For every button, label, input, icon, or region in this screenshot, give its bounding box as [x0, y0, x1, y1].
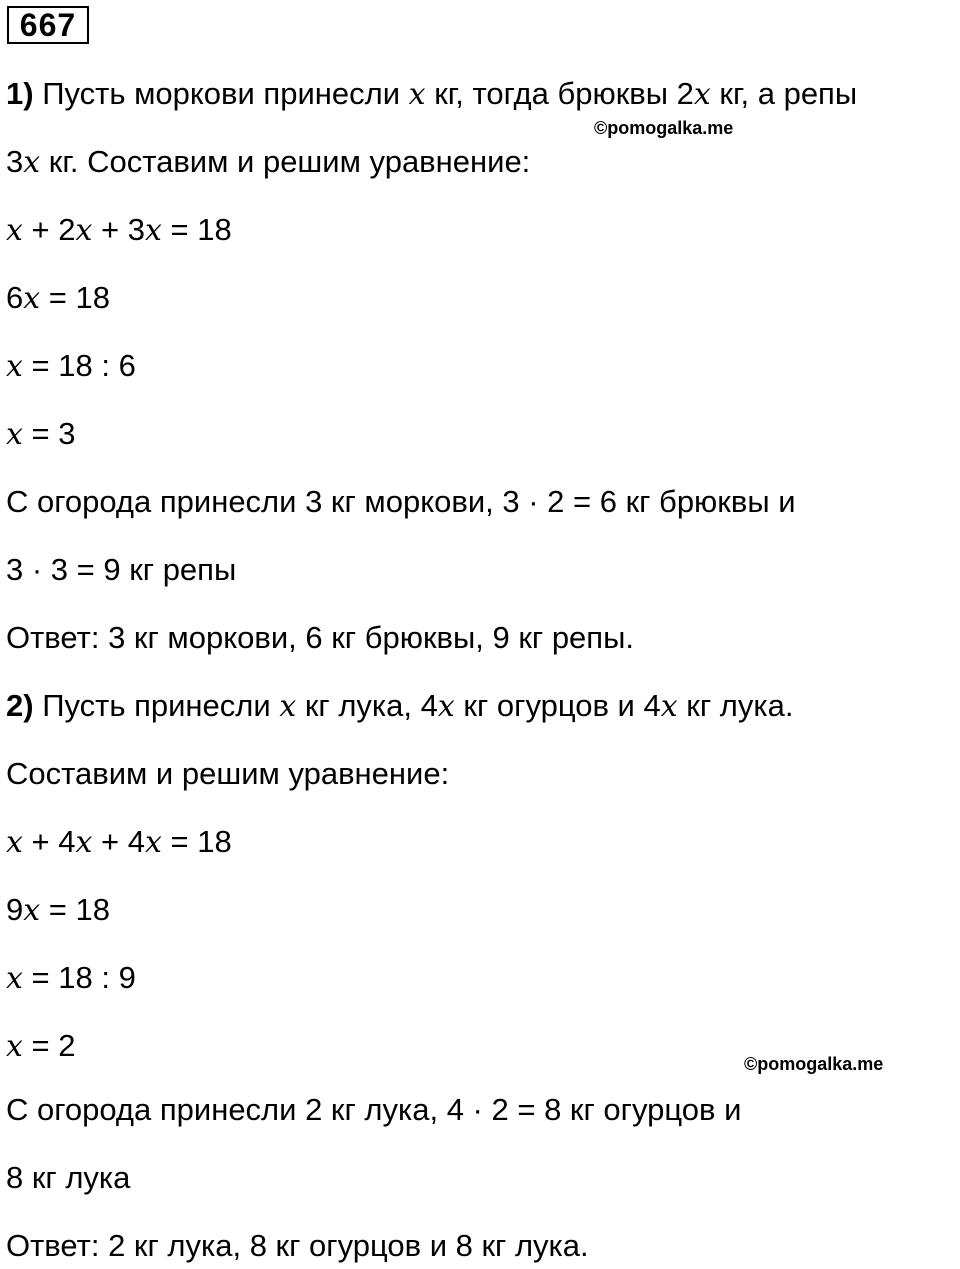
part1-setup-line	[6, 142, 530, 183]
variable-x: x	[23, 893, 41, 928]
text-fragment: кг лука.	[677, 688, 794, 723]
variable-x: x	[75, 213, 93, 248]
part2-label: 2)	[6, 688, 34, 723]
eq-fragment: = 18	[40, 892, 110, 927]
eq-fragment: = 18 : 6	[22, 348, 136, 383]
part2-step-3	[6, 958, 136, 999]
part1-equation	[6, 210, 232, 251]
part2-step-2	[6, 890, 110, 931]
part1-answer: Ответ: 3 кг моркови, 6 кг брюквы, 9 кг репы.	[6, 620, 634, 655]
part2-result-line-2: 8 кг лука	[6, 1160, 131, 1195]
text-fragment: кг лука, 4	[296, 688, 438, 723]
part1-result-line-1: С огорода принесли 3 кг моркови, 3 · 2 = 6 кг брюквы и	[6, 484, 796, 519]
variable-x: x	[75, 825, 93, 860]
eq-fragment: 9	[6, 892, 24, 927]
variable-x: x	[23, 281, 41, 316]
part1-step-4	[6, 414, 76, 455]
watermark: ©pomogalka.me	[744, 1054, 884, 1074]
text-fragment: кг огурцов и 4	[454, 688, 661, 723]
eq-fragment: = 2	[22, 1028, 76, 1063]
text-fragment: Пусть принесли	[33, 688, 280, 723]
variable-x: x	[6, 417, 23, 452]
part1-result-line-2: 3 · 3 = 9 кг репы	[6, 552, 237, 587]
eq-fragment: + 4	[22, 824, 76, 859]
variable-x: x	[437, 689, 455, 724]
variable-x: x	[145, 825, 162, 860]
text-fragment: 3	[6, 144, 24, 179]
part1-step-3	[6, 346, 136, 387]
variable-x: x	[6, 213, 23, 248]
part2-step-4	[6, 1026, 76, 1067]
eq-fragment: = 18 : 9	[22, 960, 136, 995]
eq-fragment: + 4	[92, 824, 145, 859]
part2-intro-line	[6, 686, 793, 727]
variable-x: x	[6, 825, 23, 860]
variable-x: x	[693, 77, 711, 112]
eq-fragment: = 18	[161, 212, 232, 247]
variable-x: x	[408, 77, 426, 112]
part2-result-line-1: С огорода принесли 2 кг лука, 4 · 2 = 8 кг огурцов и	[6, 1092, 742, 1127]
eq-fragment: = 18	[161, 824, 232, 859]
problem-number: 667	[7, 6, 89, 44]
eq-fragment: + 3	[92, 212, 145, 247]
text-fragment: кг, тогда брюквы 2	[425, 76, 694, 111]
text-fragment: Пусть моркови принесли	[33, 76, 409, 111]
part2-equation	[6, 822, 232, 863]
variable-x: x	[6, 961, 23, 996]
part1-intro-line	[6, 74, 857, 115]
variable-x: x	[6, 349, 23, 384]
part1-step-2	[6, 278, 110, 319]
watermark: ©pomogalka.me	[594, 118, 734, 138]
variable-x: x	[660, 689, 678, 724]
text-fragment: кг, а репы	[710, 76, 858, 111]
part1-label: 1)	[6, 76, 34, 111]
part2-answer: Ответ: 2 кг лука, 8 кг огурцов и 8 кг лука.	[6, 1228, 589, 1263]
part2-setup-line: Составим и решим уравнение:	[6, 756, 450, 791]
eq-fragment: = 18	[40, 280, 110, 315]
eq-fragment: 6	[6, 280, 24, 315]
eq-fragment: = 3	[22, 416, 76, 451]
variable-x: x	[145, 213, 162, 248]
variable-x: x	[23, 145, 41, 180]
eq-fragment: + 2	[22, 212, 76, 247]
text-fragment: кг. Составим и решим уравнение:	[40, 144, 531, 179]
variable-x: x	[279, 689, 297, 724]
variable-x: x	[6, 1029, 23, 1064]
